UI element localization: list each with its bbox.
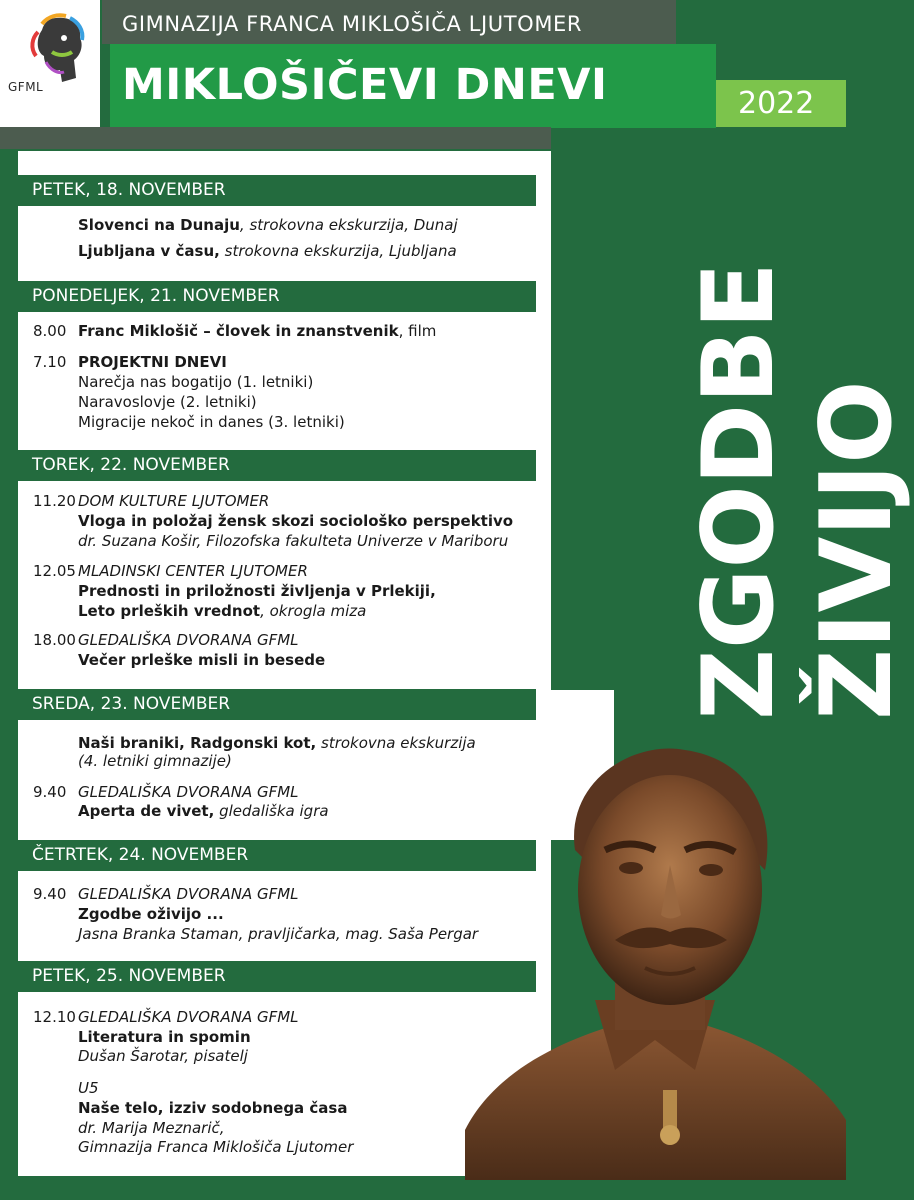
event-line: Jasna Branka Staman, pravljičarka, mag. Saša Pergar (78, 925, 479, 943)
event-line: dr. Marija Meznarič, (78, 1119, 225, 1137)
side-title-line-1: ZGODBE (682, 262, 796, 720)
day-header: PETEK, 18. NOVEMBER (18, 175, 536, 206)
event-line: Naši braniki, Radgonski kot, strokovna ekskurzija (78, 734, 476, 752)
event-line: Slovenci na Dunaju, strokovna ekskurzija, Dunaj (78, 216, 458, 234)
page-title: MIKLOŠIČEVI DNEVI (122, 60, 608, 110)
event-line: Literatura in spomin (78, 1028, 251, 1046)
side-title (580, 150, 914, 720)
event-line: Gimnazija Franca Miklošiča Ljutomer (78, 1138, 354, 1156)
day-header: ČETRTEK, 24. NOVEMBER (18, 840, 536, 871)
event-venue: MLADINSKI CENTER LJUTOMER (78, 562, 308, 580)
event-line: Aperta de vivet, gledališka igra (78, 802, 329, 820)
event-venue: GLEDALIŠKA DVORANA GFML (78, 1008, 299, 1026)
event-line: Večer prleške misli in besede (78, 651, 326, 669)
event-time: 7.10 (33, 353, 67, 371)
event-line: Naravoslovje (2. letniki) (78, 393, 257, 411)
event-line: (4. letniki gimnazije) (78, 752, 232, 770)
event-time: 12.05 (33, 562, 76, 580)
event-venue: GLEDALIŠKA DVORANA GFML (78, 631, 299, 649)
year-text: 2022 (738, 86, 815, 121)
event-venue: GLEDALIŠKA DVORANA GFML (78, 783, 299, 801)
logo-text: GFML (8, 80, 44, 94)
event-time: 11.20 (33, 492, 76, 510)
event-line: Prednosti in priložnosti življenja v Prlekiji, (78, 582, 436, 600)
event-time: 8.00 (33, 322, 67, 340)
event-time: 9.40 (33, 783, 67, 801)
event-line: Vloga in položaj žensk skozi sociološko perspektivo (78, 512, 514, 530)
event-time: 18.00 (33, 631, 76, 649)
event-line: Migracije nekoč in danes (3. letniki) (78, 413, 345, 431)
day-header: PETEK, 25. NOVEMBER (18, 961, 536, 992)
side-title-line-2: ŽIVIJO (800, 380, 914, 720)
event-line: Zgodbe oživijo ... (78, 905, 224, 923)
event-line: PROJEKTNI DNEVI (78, 353, 227, 371)
event-time: 12.10 (33, 1008, 76, 1026)
event-venue: GLEDALIŠKA DVORANA GFML (78, 885, 299, 903)
event-line: Leto prleških vrednot, okrogla miza (78, 602, 367, 620)
event-line: Dušan Šarotar, pisatelj (78, 1047, 248, 1065)
school-name: GIMNAZIJA FRANCA MIKLOŠIČA LJUTOMER (122, 12, 583, 36)
event-line: Ljubljana v času, strokovna ekskurzija, Ljubljana (78, 242, 457, 260)
event-line: Narečja nas bogatijo (1. letniki) (78, 373, 314, 391)
divider-bar (0, 127, 551, 149)
day-header: SREDA, 23. NOVEMBER (18, 689, 536, 720)
event-line: Naše telo, izziv sodobnega časa (78, 1099, 348, 1117)
day-header: TOREK, 22. NOVEMBER (18, 450, 536, 481)
event-time: 9.40 (33, 885, 67, 903)
school-logo (0, 0, 100, 127)
day-header: PONEDELJEK, 21. NOVEMBER (18, 281, 536, 312)
bronze-bust-image (465, 740, 846, 1180)
event-venue: U5 (78, 1079, 99, 1097)
event-line: dr. Suzana Košir, Filozofska fakulteta Univerze v Mariboru (78, 532, 509, 550)
event-line: Franc Miklošič – človek in znanstvenik, film (78, 322, 437, 340)
event-venue: DOM KULTURE LJUTOMER (78, 492, 270, 510)
